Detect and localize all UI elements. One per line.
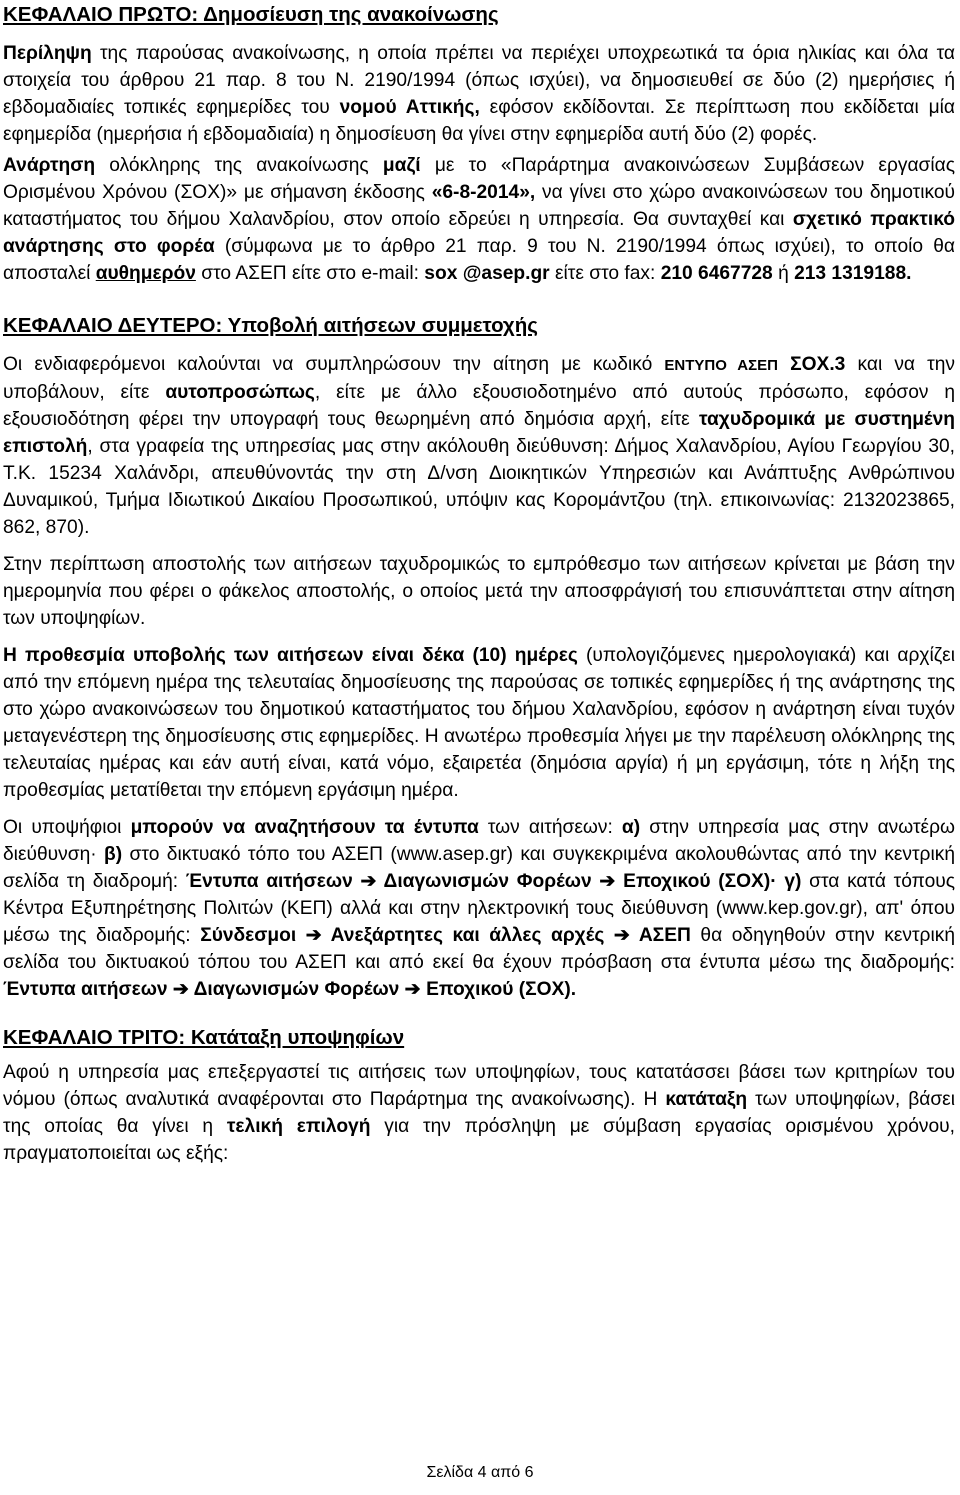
text-run: (σύμφωνα με το άρθρο 21 παρ. 9 του Ν. 2190/1994 όπως ισχύει), το οποίο θα αποσταλεί [3, 236, 955, 284]
chapter-2-deadline-paragraph [3, 642, 955, 804]
text-run: στο ΑΣΕΠ είτε στο e-mail: [195, 263, 425, 284]
text-run: της παρούσας ανακοίνωσης, η οποία πρέπει να περιέχει υποχρεωτικά τα όρια ηλικίας και όλα τα στοιχεία του άρθρου 21 παρ. 8 του Ν. 2190/1994 (όπως ισχύει), να δημοσιευθεί σε δύο (2) ημερήσιες ή εβδομαδιαίες τοπικές εφημερίδες του [3, 43, 955, 118]
bold-text-run: sox @asep.gr [424, 263, 550, 284]
text-run: στο δικτυακό τόπο του ΑΣΕΠ (www.asep.gr) και συγκεκριμένα ακολουθώντας από την κεντρική σελίδα τη διαδρομή: [3, 844, 955, 892]
chapter-1-summary-paragraph [3, 40, 955, 148]
text-run: στην υπηρεσία μας στην ανωτέρω διεύθυνση· [3, 817, 955, 865]
bold-text-run: μπορούν να αναζητήσουν τα έντυπα [130, 817, 479, 838]
bold-text-run: τελική επιλογή [226, 1116, 371, 1137]
text-run: Αφού η υπηρεσία μας επεξεργαστεί τις αιτήσεις των υποψηφίων, τους κατατάσσει βάσει των κριτηρίων του νόμου (όπως αναλυτικά αναφέρονται στο Παράρτημα της ανακοίνωσης). Η [3, 1062, 955, 1110]
bold-text-run: Έντυπα αιτήσεων ➔ Διαγωνισμών Φορέων ➔ Εποχικού (ΣΟΧ). [3, 979, 577, 1000]
bold-text-run: «6-8-2014», [431, 182, 536, 203]
bold-text-run: ΕΝΤΥΠΟ ΑΣΕΠ [664, 357, 778, 374]
text-run: θα οδηγηθούν στην κεντρική σελίδα του δικτυακού τόπου του ΑΣΕΠ και από εκεί θα έχουν πρόσβαση στα έντυπα μέσω της διαδρομής: [3, 925, 955, 973]
chapter-3-ranking-paragraph [3, 1059, 955, 1167]
bold-text-run: ΣΟΧ.3 [790, 354, 846, 375]
bold-text-run: αυθημερόν [95, 263, 196, 284]
chapter-1-title: ΚΕΦΑΛΑΙΟ ΠΡΩΤΟ: Δημοσίευση της ανακοίνωσης [3, 3, 499, 26]
bold-text-run: νομού Αττικής, [339, 97, 480, 118]
text-run: (υπολογιζόμενες ημερολογιακά) και αρχίζει από την επόμενη ημέρα της τελευταίας δημοσίευσης της παρούσας σε τοπικές εφημερίδες ή της ανάρτησης της στο χώρο ανακοινώσεων του δημοτικού καταστήματος του δήμου Χαλανδρίου, εφόσον η ανάρτηση είναι τυχόν μεταγενέστερη της δημοσίευσης στις εφημερίδες. Η ανωτέρω προθεσμία λήγει με την παρέλευση ολόκληρης της τελευταίας ημέρας και εάν αυτή είναι, κατά νόμο, εξαιρετέα (δημόσια αργία) ή μη εργάσιμη, τότε η λήξη της προθεσμίας μετατίθεται την επόμενη εργάσιμη ημέρα. [3, 645, 955, 801]
bold-text-run: 213 1319188. [794, 263, 912, 284]
text-run: είτε στο fax: [549, 263, 661, 284]
text-run: και να την υποβάλουν, είτε [3, 354, 955, 403]
bold-text-run: σχετικό πρακτικό ανάρτησης στο φορέα [3, 209, 955, 257]
bold-text-run: α) [621, 817, 641, 838]
chapter-2-title: ΚΕΦΑΛΑΙΟ ΔΕΥΤΕΡΟ: Υποβολή αιτήσεων συμμετοχής [3, 314, 538, 337]
text-run: ολόκληρης της ανακοίνωσης [95, 155, 383, 176]
chapter-2-postal-paragraph [3, 551, 955, 632]
text-run: ή [772, 263, 795, 284]
bold-text-run: κατάταξη [665, 1089, 748, 1110]
text-run [778, 354, 790, 375]
text-run: , στα γραφεία της υπηρεσίας μας στην ακόλουθη διεύθυνση: Δήμος Χαλανδρίου, Αγίου Γεωργίου 30, Τ.Κ. 15234 Χαλάνδρι, απευθύνοντάς την στη Δ/νση Διοικητικών Υπηρεσιών και Ανάπτυξης Ανθρώπινου Δυναμικού, Τμήμα Ιδιωτικού Δικαίου Προσωπικού, υπόψιν κας Κορομάντζου (τηλ. επικοινωνίας: 2132023865, 862, 870). [3, 436, 955, 538]
bold-text-run: Η προθεσμία υποβολής των αιτήσεων είναι δέκα (10) ημέρες [3, 645, 578, 666]
bold-text-run: Ανάρτηση [3, 155, 96, 176]
bold-text-run: αυτοπροσώπως [165, 382, 315, 403]
chapter-1-posting-paragraph [3, 152, 955, 287]
page-number-footer: Σελίδα 4 από 6 [426, 1464, 534, 1481]
text-run: με το «Παράρτημα ανακοινώσεων Συμβάσεων εργασίας Ορισμένου Χρόνου (ΣΟΧ)» με σήμανση έκδοσης [3, 155, 955, 203]
text-run: στα κατά τόπους Κέντρα Εξυπηρέτησης Πολιτών (ΚΕΠ) αλλά και στην ηλεκτρονική τους διεύθυνση (www.kep.gov.gr), απ' όπου μέσω της διαδρομής: [3, 871, 955, 946]
text-run: Οι υποψήφιοι [3, 817, 131, 838]
text-run: να γίνει στο χώρο ανακοινώσεων του δημοτικού καταστήματος του δήμου Χαλανδρίου, στον οποίο εδρεύει η υπηρεσία. Θα συνταχθεί και [3, 182, 955, 230]
text-run: Στην περίπτωση αποστολής των αιτήσεων ταχυδρομικώς το εμπρόθεσμο των αιτήσεων κρίνεται με βάση την ημερομηνία που φέρει ο φάκελος αποστολής, ο οποίος μετά την αποσφράγισή του επισυνάπτεται στην αίτηση των υποψηφίων. [3, 554, 955, 629]
text-run: για την πρόσληψη με σύμβαση εργασίας ορισμένου χρόνου, πραγματοποιείται ως εξής: [3, 1116, 955, 1164]
bold-text-run: Σύνδεσμοι ➔ Ανεξάρτητες και άλλες αρχές ➔ ΑΣΕΠ [200, 925, 691, 946]
chapter-3-title: ΚΕΦΑΛΑΙΟ ΤΡΙΤΟ: Κατάταξη υποψηφίων [3, 1026, 405, 1049]
text-run: , είτε με άλλο εξουσιοδοτημένο από αυτούς πρόσωπο, εφόσον η εξουσιοδότηση φέρει την υπογραφή τους θεωρημένη από δημόσια αρχή, είτε [3, 382, 956, 430]
bold-text-run: μαζί [382, 155, 421, 176]
bold-text-run: 210 6467728 [660, 263, 773, 284]
text-run: εφόσον εκδίδονται. Σε περίπτωση που εκδίδεται μία εφημερίδα (ημερήσια ή εβδομαδιαία) η δημοσίευση θα γίνει στην εφημερίδα αυτή δύο (2) φορές. [3, 97, 956, 145]
text-run: Οι ενδιαφερόμενοι καλούνται να συμπληρώσουν την αίτηση με κωδικό [3, 354, 665, 375]
chapter-2-application-paragraph [3, 351, 955, 541]
chapter-2-forms-paragraph [3, 814, 955, 1003]
text-run: των υποψηφίων, βάσει της οποίας θα γίνει η [3, 1089, 955, 1137]
text-run: των αιτήσεων: [478, 817, 622, 838]
bold-text-run: β) [104, 844, 123, 865]
bold-text-run: Έντυπα αιτήσεων ➔ Διαγωνισμών Φορέων ➔ Εποχικού (ΣΟΧ)· γ) [185, 871, 802, 892]
bold-text-run: Περίληψη [3, 43, 92, 64]
bold-text-run: ταχυδρομικά με συστημένη επιστολή [3, 409, 955, 457]
document-page [3, 0, 955, 1167]
